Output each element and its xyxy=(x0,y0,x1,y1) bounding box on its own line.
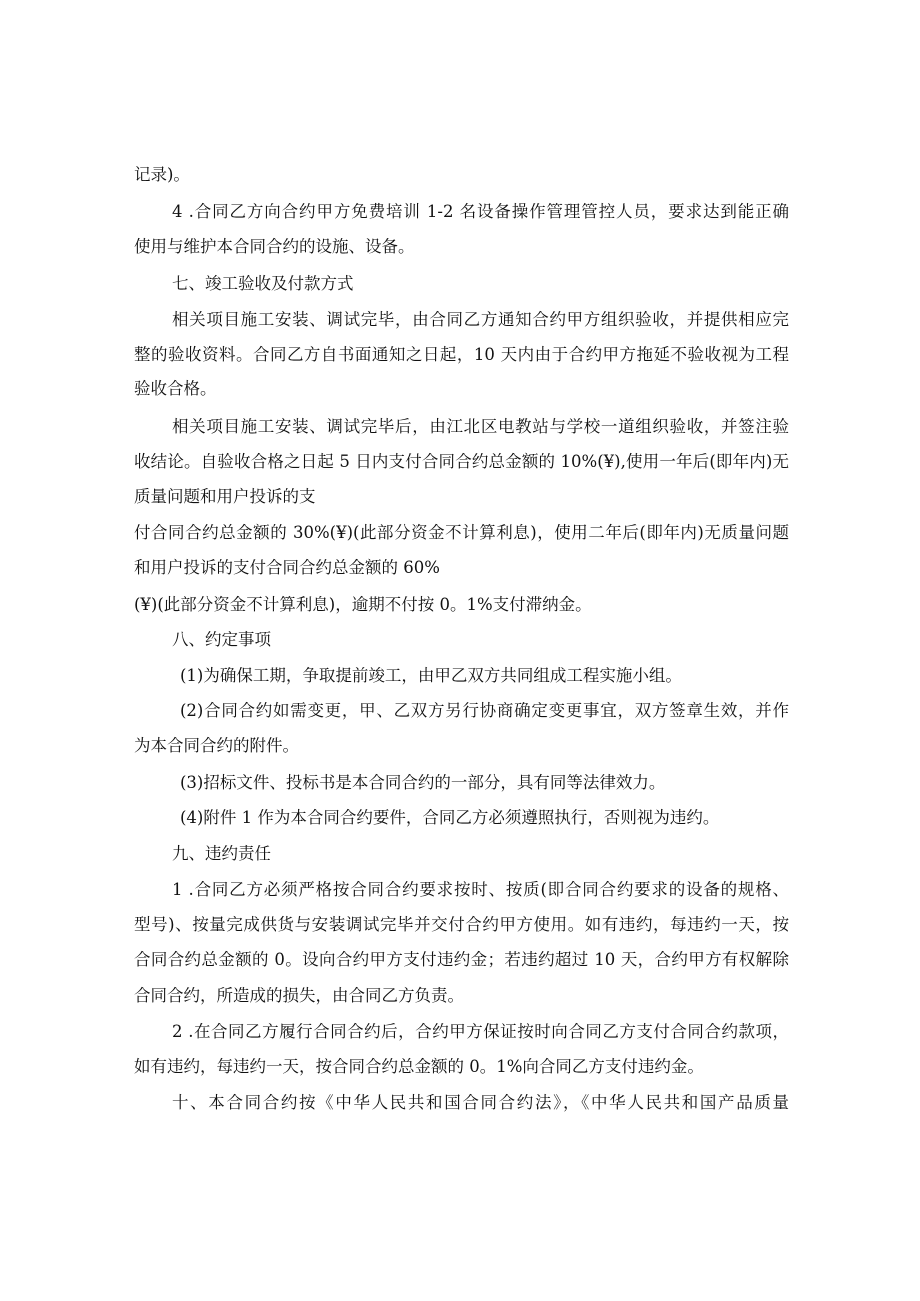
text-line: 和用户投诉的支付合同合约总金额的 60% xyxy=(134,558,440,577)
text-line: 记录)。 xyxy=(134,165,190,184)
text-line: 型号)、按量完成供货与安装调试完毕并交付合约甲方使用。如有违约，每违约一天，按 xyxy=(134,915,789,934)
section-heading: 九、违约责任 xyxy=(172,844,271,863)
text-line: 合同合约总金额的 0。设向合约甲方支付违约金；若违约超过 10 天，合约甲方有权解除 xyxy=(134,950,789,969)
text-line: 合同合约，所造成的损失，由合同乙方负责。 xyxy=(134,986,464,1005)
text-line: (¥)(此部分资金不计算利息)，逾期不付按 0。1%支付滞纳金。 xyxy=(134,595,592,614)
text-line: 付合同合约总金额的 30%(¥)(此部分资金不计算利息)，使用二年后(即年内)无质量问题 xyxy=(134,523,789,542)
text-line: (2)合同合约如需变更，甲、乙双方另行协商确定变更事宜，双方签章生效，并作 xyxy=(180,701,789,720)
text-line: 2 .在合同乙方履行合同合约后，合约甲方保证按时向合同乙方支付合同合约款项， xyxy=(172,1022,789,1041)
text-line: 整的验收资料。合同乙方自书面通知之日起，10 天内由于合约甲方拖延不验收视为工程 xyxy=(134,345,789,364)
text-line: 相关项目施工安装、调试完毕后，由江北区电教站与学校一道组织验收，并签注验 xyxy=(172,417,789,436)
text-line: 1 .合同乙方必须严格按合同合约要求按时、按质(即合同合约要求的设备的规格、 xyxy=(172,880,789,899)
text-line: (4)附件 1 作为本合同合约要件，合同乙方必须遵照执行，否则视为违约。 xyxy=(180,808,720,827)
text-line: 4 .合同乙方向合约甲方免费培训 1-2 名设备操作管理管控人员，要求达到能正确 xyxy=(172,202,789,221)
text-line: 质量问题和用户投诉的支 xyxy=(134,487,316,506)
text-line: 验收合格。 xyxy=(134,379,217,398)
text-line: 使用与维护本合同合约的设施、设备。 xyxy=(134,237,415,256)
text-line: 如有违约，每违约一天，按合同合约总金额的 0。1%向合同乙方支付违约金。 xyxy=(134,1057,704,1076)
section-heading: 十、本合同合约按《中华人民共和国合同合约法》，《中华人民共和国产品质量 xyxy=(172,1093,789,1112)
text-line: 收结论。自验收合格之日起 5 日内支付合同合约总金额的 10%(¥),使用一年后(即年内)无 xyxy=(134,452,789,471)
text-line: 为本合同合约的附件。 xyxy=(134,736,299,755)
text-line: (3)招标文件、投标书是本合同合约的一部分，具有同等法律效力。 xyxy=(180,773,666,792)
section-heading: 七、竣工验收及付款方式 xyxy=(172,274,354,293)
section-heading: 八、约定事项 xyxy=(172,630,271,649)
text-line: (1)为确保工期，争取提前竣工，由甲乙双方共同组成工程实施小组。 xyxy=(180,666,682,685)
text-line: 相关项目施工安装、调试完毕，由合同乙方通知合约甲方组织验收，并提供相应完 xyxy=(172,310,789,329)
